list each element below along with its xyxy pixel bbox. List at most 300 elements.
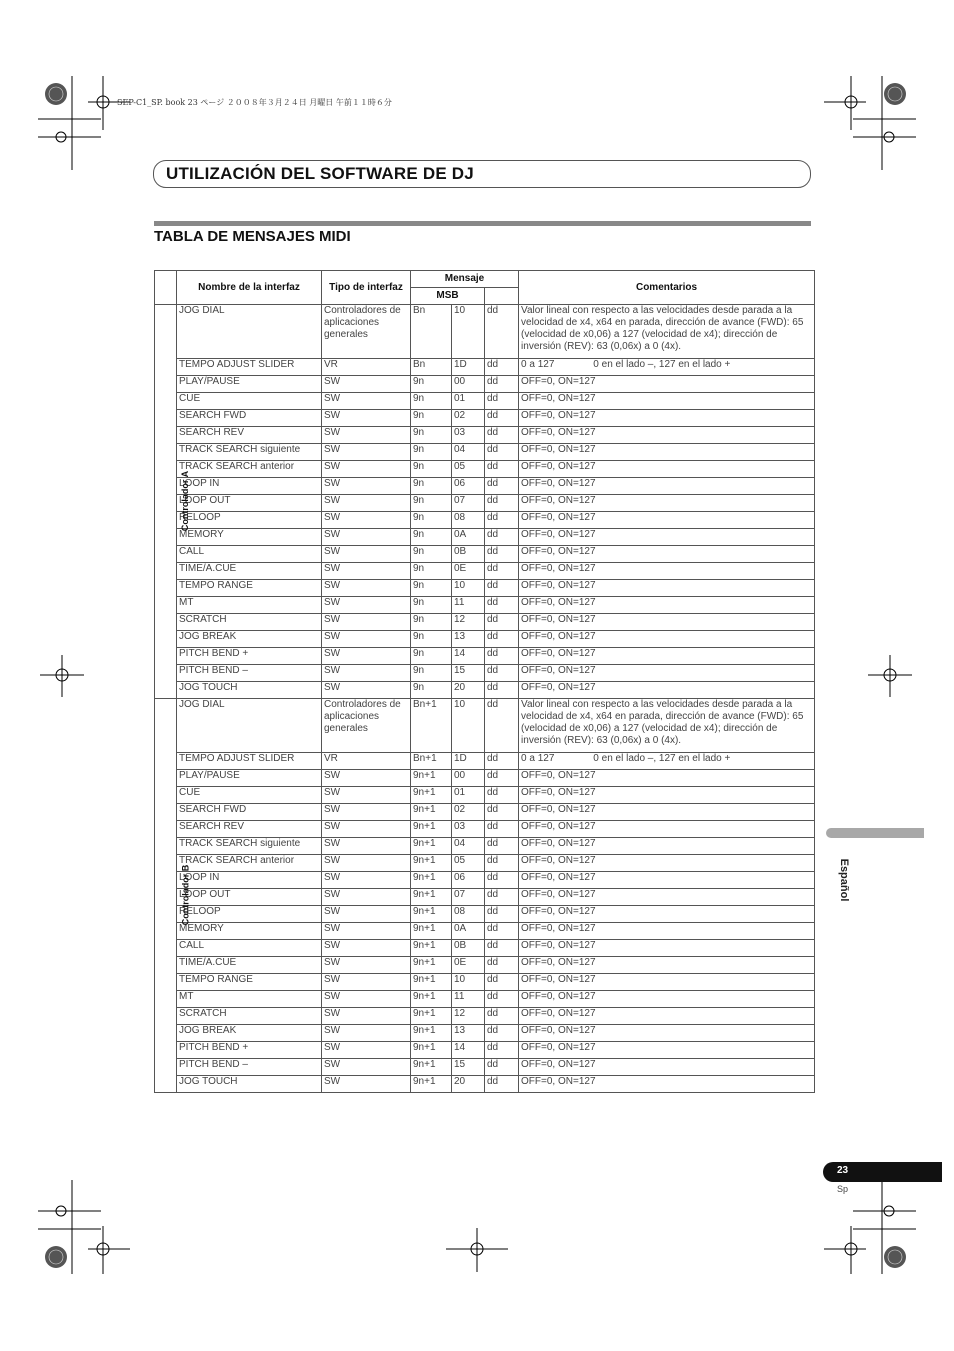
cell-comment: OFF=0, ON=127 bbox=[519, 1059, 815, 1076]
table-row bbox=[155, 974, 815, 991]
cell-data2: dd bbox=[485, 889, 519, 906]
cell-data2: dd bbox=[485, 855, 519, 872]
cell-name: MEMORY bbox=[177, 529, 322, 546]
table-body bbox=[155, 305, 815, 1093]
cell-data2: dd bbox=[485, 940, 519, 957]
table-row bbox=[155, 410, 815, 427]
cell-type: SW bbox=[322, 872, 411, 889]
cell-data1: 15 bbox=[452, 1059, 485, 1076]
cell-data2: dd bbox=[485, 410, 519, 427]
cell-name: PITCH BEND – bbox=[177, 665, 322, 682]
table-row bbox=[155, 546, 815, 563]
cell-comment: OFF=0, ON=127 bbox=[519, 957, 815, 974]
chapter-title: UTILIZACIÓN DEL SOFTWARE DE DJ bbox=[166, 164, 474, 183]
cell-type: SW bbox=[322, 889, 411, 906]
language-label: Español bbox=[838, 858, 850, 902]
cell-data1: 08 bbox=[452, 906, 485, 923]
cell-data1: 1D bbox=[452, 359, 485, 376]
cell-type: VR bbox=[322, 753, 411, 770]
cell-type: SW bbox=[322, 957, 411, 974]
cell-status: 9n+1 bbox=[411, 872, 452, 889]
table-row bbox=[155, 495, 815, 512]
cell-data1: 10 bbox=[452, 580, 485, 597]
cell-type: SW bbox=[322, 682, 411, 699]
cell-data2: dd bbox=[485, 305, 519, 359]
cell-comment: OFF=0, ON=127 bbox=[519, 838, 815, 855]
cell-comment: OFF=0, ON=127 bbox=[519, 923, 815, 940]
cell-status: 9n+1 bbox=[411, 1076, 452, 1093]
cell-status: 9n+1 bbox=[411, 855, 452, 872]
cell-comment: OFF=0, ON=127 bbox=[519, 512, 815, 529]
cell-data2: dd bbox=[485, 753, 519, 770]
print-header-line: SEP-C1_SP. book 23 ページ ２００８年３月２４日 月曜日 午前１１時６分 bbox=[117, 98, 392, 107]
cell-comment: OFF=0, ON=127 bbox=[519, 682, 815, 699]
cell-data2: dd bbox=[485, 872, 519, 889]
cell-comment: OFF=0, ON=127 bbox=[519, 1008, 815, 1025]
cell-name: TRACK SEARCH siguiente bbox=[177, 838, 322, 855]
cell-data1: 13 bbox=[452, 631, 485, 648]
cell-status: 9n+1 bbox=[411, 1008, 452, 1025]
cell-data1: 0E bbox=[452, 563, 485, 580]
cell-status: 9n bbox=[411, 648, 452, 665]
cell-data2: dd bbox=[485, 376, 519, 393]
cell-comment: Valor lineal con respecto a las velocidades desde parada a la velocidad de x4, x64 en parada, dirección de avance (FWD): 65 (velocidad de x0,06) a 127 (velocidad de x4); dirección de inversión (REV): 63 (0,06x) a 0 (4x). bbox=[519, 699, 815, 753]
cell-data1: 02 bbox=[452, 804, 485, 821]
cell-comment: OFF=0, ON=127 bbox=[519, 461, 815, 478]
table-row bbox=[155, 753, 815, 770]
cell-data1: 02 bbox=[452, 410, 485, 427]
cell-name: JOG TOUCH bbox=[177, 682, 322, 699]
cell-type: SW bbox=[322, 529, 411, 546]
cell-type: SW bbox=[322, 1076, 411, 1093]
cell-name: CALL bbox=[177, 940, 322, 957]
cell-data1: 0A bbox=[452, 529, 485, 546]
cell-data2: dd bbox=[485, 529, 519, 546]
cell-status: 9n bbox=[411, 444, 452, 461]
cell-data1: 08 bbox=[452, 512, 485, 529]
cell-name: MEMORY bbox=[177, 923, 322, 940]
cell-name: PLAY/PAUSE bbox=[177, 376, 322, 393]
cell-type: SW bbox=[322, 838, 411, 855]
cell-type: SW bbox=[322, 906, 411, 923]
cell-data1: 10 bbox=[452, 699, 485, 753]
table-row bbox=[155, 821, 815, 838]
section-rule bbox=[154, 221, 811, 226]
cell-name: JOG BREAK bbox=[177, 1025, 322, 1042]
table-row bbox=[155, 682, 815, 699]
cell-status: Bn+1 bbox=[411, 699, 452, 753]
cell-data1: 12 bbox=[452, 1008, 485, 1025]
cell-type: Controladores de aplicaciones generales bbox=[322, 305, 411, 359]
page-number-pill bbox=[823, 1162, 942, 1182]
cell-type: SW bbox=[322, 940, 411, 957]
cell-status: 9n bbox=[411, 410, 452, 427]
table-row bbox=[155, 305, 815, 359]
cell-comment: OFF=0, ON=127 bbox=[519, 770, 815, 787]
cell-data2: dd bbox=[485, 427, 519, 444]
cell-name: MT bbox=[177, 991, 322, 1008]
cell-type: SW bbox=[322, 804, 411, 821]
page-number: 23 bbox=[837, 1165, 849, 1176]
table-row bbox=[155, 872, 815, 889]
cell-name: CUE bbox=[177, 393, 322, 410]
cell-type: SW bbox=[322, 923, 411, 940]
cell-name: PITCH BEND + bbox=[177, 1042, 322, 1059]
cell-data2: dd bbox=[485, 821, 519, 838]
cell-comment: OFF=0, ON=127 bbox=[519, 940, 815, 957]
cell-status: 9n+1 bbox=[411, 957, 452, 974]
cell-data2: dd bbox=[485, 787, 519, 804]
cell-comment: OFF=0, ON=127 bbox=[519, 889, 815, 906]
table-row bbox=[155, 376, 815, 393]
cell-comment: OFF=0, ON=127 bbox=[519, 991, 815, 1008]
cell-type: SW bbox=[322, 461, 411, 478]
table-row bbox=[155, 957, 815, 974]
cell-data1: 10 bbox=[452, 974, 485, 991]
cell-status: 9n+1 bbox=[411, 1059, 452, 1076]
cell-comment: OFF=0, ON=127 bbox=[519, 804, 815, 821]
cell-data1: 10 bbox=[452, 305, 485, 359]
cell-data1: 0B bbox=[452, 546, 485, 563]
cell-comment: OFF=0, ON=127 bbox=[519, 597, 815, 614]
cell-status: 9n bbox=[411, 580, 452, 597]
cell-status: 9n+1 bbox=[411, 1025, 452, 1042]
cell-data2: dd bbox=[485, 614, 519, 631]
cell-comment: OFF=0, ON=127 bbox=[519, 563, 815, 580]
cell-data2: dd bbox=[485, 546, 519, 563]
cell-comment: OFF=0, ON=127 bbox=[519, 1042, 815, 1059]
cell-name: LOOP OUT bbox=[177, 495, 322, 512]
table-row bbox=[155, 597, 815, 614]
table-row bbox=[155, 580, 815, 597]
cell-status: 9n+1 bbox=[411, 787, 452, 804]
cell-type: SW bbox=[322, 787, 411, 804]
cell-status: 9n bbox=[411, 563, 452, 580]
cell-name: SEARCH FWD bbox=[177, 804, 322, 821]
cell-data1: 06 bbox=[452, 872, 485, 889]
cell-data1: 00 bbox=[452, 770, 485, 787]
cell-name: TRACK SEARCH anterior bbox=[177, 461, 322, 478]
cell-status: Bn bbox=[411, 359, 452, 376]
cell-status: 9n bbox=[411, 682, 452, 699]
cell-data2: dd bbox=[485, 838, 519, 855]
cell-name: JOG TOUCH bbox=[177, 1076, 322, 1093]
table-row bbox=[155, 923, 815, 940]
table-row bbox=[155, 1042, 815, 1059]
cell-name: SEARCH REV bbox=[177, 427, 322, 444]
cell-name: MT bbox=[177, 597, 322, 614]
cell-name: PITCH BEND – bbox=[177, 1059, 322, 1076]
cell-type: SW bbox=[322, 991, 411, 1008]
cell-data1: 20 bbox=[452, 682, 485, 699]
cell-status: 9n+1 bbox=[411, 940, 452, 957]
cell-comment: OFF=0, ON=127 bbox=[519, 906, 815, 923]
cell-type: SW bbox=[322, 974, 411, 991]
cell-type: SW bbox=[322, 1008, 411, 1025]
cell-type: SW bbox=[322, 614, 411, 631]
cell-data2: dd bbox=[485, 393, 519, 410]
cell-type: SW bbox=[322, 770, 411, 787]
header-message: Mensaje bbox=[411, 271, 519, 288]
table-row bbox=[155, 1025, 815, 1042]
cell-type: SW bbox=[322, 393, 411, 410]
cell-name: TEMPO RANGE bbox=[177, 974, 322, 991]
cell-comment: OFF=0, ON=127 bbox=[519, 444, 815, 461]
table-row bbox=[155, 563, 815, 580]
cell-name: TEMPO RANGE bbox=[177, 580, 322, 597]
cell-type: SW bbox=[322, 665, 411, 682]
cell-data2: dd bbox=[485, 512, 519, 529]
cell-data2: dd bbox=[485, 444, 519, 461]
cell-name: LOOP IN bbox=[177, 872, 322, 889]
cell-data2: dd bbox=[485, 597, 519, 614]
table-row bbox=[155, 444, 815, 461]
cell-status: 9n bbox=[411, 393, 452, 410]
table-row bbox=[155, 393, 815, 410]
cell-data2: dd bbox=[485, 923, 519, 940]
cell-name: TEMPO ADJUST SLIDER bbox=[177, 753, 322, 770]
table-row bbox=[155, 906, 815, 923]
cell-data1: 14 bbox=[452, 648, 485, 665]
cell-type: SW bbox=[322, 580, 411, 597]
table-row bbox=[155, 991, 815, 1008]
cell-name: PITCH BEND + bbox=[177, 648, 322, 665]
cell-data1: 0E bbox=[452, 957, 485, 974]
table-row bbox=[155, 940, 815, 957]
cell-comment: 0 a 127 0 en el lado –, 127 en el lado + bbox=[519, 753, 815, 770]
cell-data2: dd bbox=[485, 957, 519, 974]
cell-data1: 05 bbox=[452, 855, 485, 872]
cell-status: 9n+1 bbox=[411, 838, 452, 855]
cell-data1: 11 bbox=[452, 597, 485, 614]
table-row bbox=[155, 1059, 815, 1076]
cell-name: TEMPO ADJUST SLIDER bbox=[177, 359, 322, 376]
cell-type: SW bbox=[322, 1059, 411, 1076]
section-label: Controlador A bbox=[180, 470, 191, 532]
cell-type: SW bbox=[322, 563, 411, 580]
page-language-code: Sp bbox=[837, 1184, 849, 1194]
cell-data1: 06 bbox=[452, 478, 485, 495]
cell-status: 9n bbox=[411, 512, 452, 529]
cell-name: TRACK SEARCH siguiente bbox=[177, 444, 322, 461]
cell-data2: dd bbox=[485, 1059, 519, 1076]
cell-comment: OFF=0, ON=127 bbox=[519, 376, 815, 393]
table-row bbox=[155, 889, 815, 906]
cell-data2: dd bbox=[485, 1008, 519, 1025]
cell-status: 9n+1 bbox=[411, 804, 452, 821]
cell-status: 9n bbox=[411, 546, 452, 563]
cell-type: Controladores de aplicaciones generales bbox=[322, 699, 411, 753]
cell-status: 9n bbox=[411, 376, 452, 393]
cell-status: 9n+1 bbox=[411, 906, 452, 923]
cell-type: SW bbox=[322, 495, 411, 512]
table-row bbox=[155, 427, 815, 444]
cell-comment: Valor lineal con respecto a las velocidades desde parada a la velocidad de x4, x64 en parada, dirección de avance (FWD): 65 (velocidad de x0,06) a 127 (velocidad de x4); dirección de inversión (REV): 63 (0,06x) a 0 (4x). bbox=[519, 305, 815, 359]
cell-type: SW bbox=[322, 597, 411, 614]
section-header-cell bbox=[155, 271, 177, 305]
cell-data1: 03 bbox=[452, 427, 485, 444]
cell-data2: dd bbox=[485, 1042, 519, 1059]
cell-comment: OFF=0, ON=127 bbox=[519, 787, 815, 804]
table-row bbox=[155, 855, 815, 872]
table-row bbox=[155, 614, 815, 631]
cell-data1: 15 bbox=[452, 665, 485, 682]
table-row bbox=[155, 665, 815, 682]
cell-data2: dd bbox=[485, 974, 519, 991]
table-row bbox=[155, 1008, 815, 1025]
table-row bbox=[155, 631, 815, 648]
cell-status: Bn+1 bbox=[411, 753, 452, 770]
cell-data1: 1D bbox=[452, 753, 485, 770]
table-row bbox=[155, 770, 815, 787]
cell-type: SW bbox=[322, 1042, 411, 1059]
cell-data1: 20 bbox=[452, 1076, 485, 1093]
cell-name: TIME/A.CUE bbox=[177, 957, 322, 974]
cell-comment: OFF=0, ON=127 bbox=[519, 495, 815, 512]
cell-status: 9n+1 bbox=[411, 889, 452, 906]
cell-comment: OFF=0, ON=127 bbox=[519, 855, 815, 872]
cell-data1: 01 bbox=[452, 787, 485, 804]
cell-name: SEARCH FWD bbox=[177, 410, 322, 427]
cell-data1: 13 bbox=[452, 1025, 485, 1042]
cell-data2: dd bbox=[485, 665, 519, 682]
cell-data2: dd bbox=[485, 631, 519, 648]
cell-data2: dd bbox=[485, 495, 519, 512]
cell-data2: dd bbox=[485, 699, 519, 753]
cell-comment: OFF=0, ON=127 bbox=[519, 648, 815, 665]
cell-data2: dd bbox=[485, 1076, 519, 1093]
cell-name: TRACK SEARCH anterior bbox=[177, 855, 322, 872]
cell-data2: dd bbox=[485, 563, 519, 580]
section-title: TABLA DE MENSAJES MIDI bbox=[154, 228, 351, 245]
cell-comment: OFF=0, ON=127 bbox=[519, 546, 815, 563]
cell-data1: 11 bbox=[452, 991, 485, 1008]
cell-status: 9n+1 bbox=[411, 821, 452, 838]
cell-name: TIME/A.CUE bbox=[177, 563, 322, 580]
header-type: Tipo de interfaz bbox=[322, 271, 411, 305]
cell-name: RELOOP bbox=[177, 906, 322, 923]
cell-data2: dd bbox=[485, 804, 519, 821]
table-row bbox=[155, 648, 815, 665]
table-row bbox=[155, 699, 815, 753]
cell-comment: OFF=0, ON=127 bbox=[519, 427, 815, 444]
cell-status: 9n bbox=[411, 665, 452, 682]
cell-data1: 04 bbox=[452, 444, 485, 461]
cell-data1: 07 bbox=[452, 889, 485, 906]
cell-comment: OFF=0, ON=127 bbox=[519, 410, 815, 427]
cell-comment: OFF=0, ON=127 bbox=[519, 478, 815, 495]
header-msb: MSB bbox=[411, 288, 485, 305]
cell-status: 9n bbox=[411, 478, 452, 495]
table-row bbox=[155, 787, 815, 804]
cell-data1: 01 bbox=[452, 393, 485, 410]
chapter-header bbox=[153, 160, 811, 188]
cell-type: SW bbox=[322, 631, 411, 648]
cell-status: 9n+1 bbox=[411, 991, 452, 1008]
cell-data1: 12 bbox=[452, 614, 485, 631]
cell-name: CUE bbox=[177, 787, 322, 804]
cell-status: 9n+1 bbox=[411, 974, 452, 991]
midi-message-table bbox=[154, 270, 815, 1093]
table-row bbox=[155, 838, 815, 855]
cell-data2: dd bbox=[485, 478, 519, 495]
cell-type: VR bbox=[322, 359, 411, 376]
cell-data1: 14 bbox=[452, 1042, 485, 1059]
cell-type: SW bbox=[322, 855, 411, 872]
cell-name: PLAY/PAUSE bbox=[177, 770, 322, 787]
cell-comment: OFF=0, ON=127 bbox=[519, 665, 815, 682]
cell-type: SW bbox=[322, 821, 411, 838]
header-blank bbox=[485, 288, 519, 305]
cell-type: SW bbox=[322, 444, 411, 461]
cell-type: SW bbox=[322, 1025, 411, 1042]
cell-comment: OFF=0, ON=127 bbox=[519, 974, 815, 991]
cell-status: 9n bbox=[411, 631, 452, 648]
cell-type: SW bbox=[322, 546, 411, 563]
cell-status: 9n+1 bbox=[411, 770, 452, 787]
cell-status: 9n bbox=[411, 495, 452, 512]
cell-data2: dd bbox=[485, 770, 519, 787]
cell-data2: dd bbox=[485, 359, 519, 376]
table-row bbox=[155, 512, 815, 529]
cell-name: LOOP IN bbox=[177, 478, 322, 495]
language-tab bbox=[826, 828, 924, 838]
cell-name: RELOOP bbox=[177, 512, 322, 529]
cell-comment: OFF=0, ON=127 bbox=[519, 1076, 815, 1093]
cell-status: 9n bbox=[411, 614, 452, 631]
cell-comment: OFF=0, ON=127 bbox=[519, 614, 815, 631]
cell-data2: dd bbox=[485, 906, 519, 923]
cell-status: 9n bbox=[411, 427, 452, 444]
cell-status: 9n bbox=[411, 529, 452, 546]
table-row bbox=[155, 461, 815, 478]
cell-data2: dd bbox=[485, 648, 519, 665]
table-row bbox=[155, 529, 815, 546]
cell-comment: OFF=0, ON=127 bbox=[519, 580, 815, 597]
cell-data1: 0B bbox=[452, 940, 485, 957]
cell-data1: 0A bbox=[452, 923, 485, 940]
cell-name: SEARCH REV bbox=[177, 821, 322, 838]
cell-data2: dd bbox=[485, 580, 519, 597]
cell-name: SCRATCH bbox=[177, 614, 322, 631]
cell-name: SCRATCH bbox=[177, 1008, 322, 1025]
cell-data1: 03 bbox=[452, 821, 485, 838]
cell-type: SW bbox=[322, 410, 411, 427]
table-row bbox=[155, 359, 815, 376]
cell-status: 9n bbox=[411, 597, 452, 614]
table-row bbox=[155, 804, 815, 821]
cell-status: 9n+1 bbox=[411, 1042, 452, 1059]
section-label: Controlador B bbox=[180, 864, 191, 926]
cell-data1: 00 bbox=[452, 376, 485, 393]
cell-comment: OFF=0, ON=127 bbox=[519, 631, 815, 648]
cell-name: JOG DIAL bbox=[177, 305, 322, 359]
header-comments: Comentarios bbox=[519, 271, 815, 305]
cell-type: SW bbox=[322, 648, 411, 665]
cell-comment: OFF=0, ON=127 bbox=[519, 529, 815, 546]
cell-comment: OFF=0, ON=127 bbox=[519, 1025, 815, 1042]
cell-data1: 07 bbox=[452, 495, 485, 512]
table-row bbox=[155, 478, 815, 495]
cell-comment: OFF=0, ON=127 bbox=[519, 821, 815, 838]
cell-data1: 05 bbox=[452, 461, 485, 478]
cell-status: 9n bbox=[411, 461, 452, 478]
cell-comment: OFF=0, ON=127 bbox=[519, 393, 815, 410]
cell-data2: dd bbox=[485, 991, 519, 1008]
cell-data2: dd bbox=[485, 461, 519, 478]
header-name: Nombre de la interfaz bbox=[177, 271, 322, 305]
cell-data2: dd bbox=[485, 1025, 519, 1042]
